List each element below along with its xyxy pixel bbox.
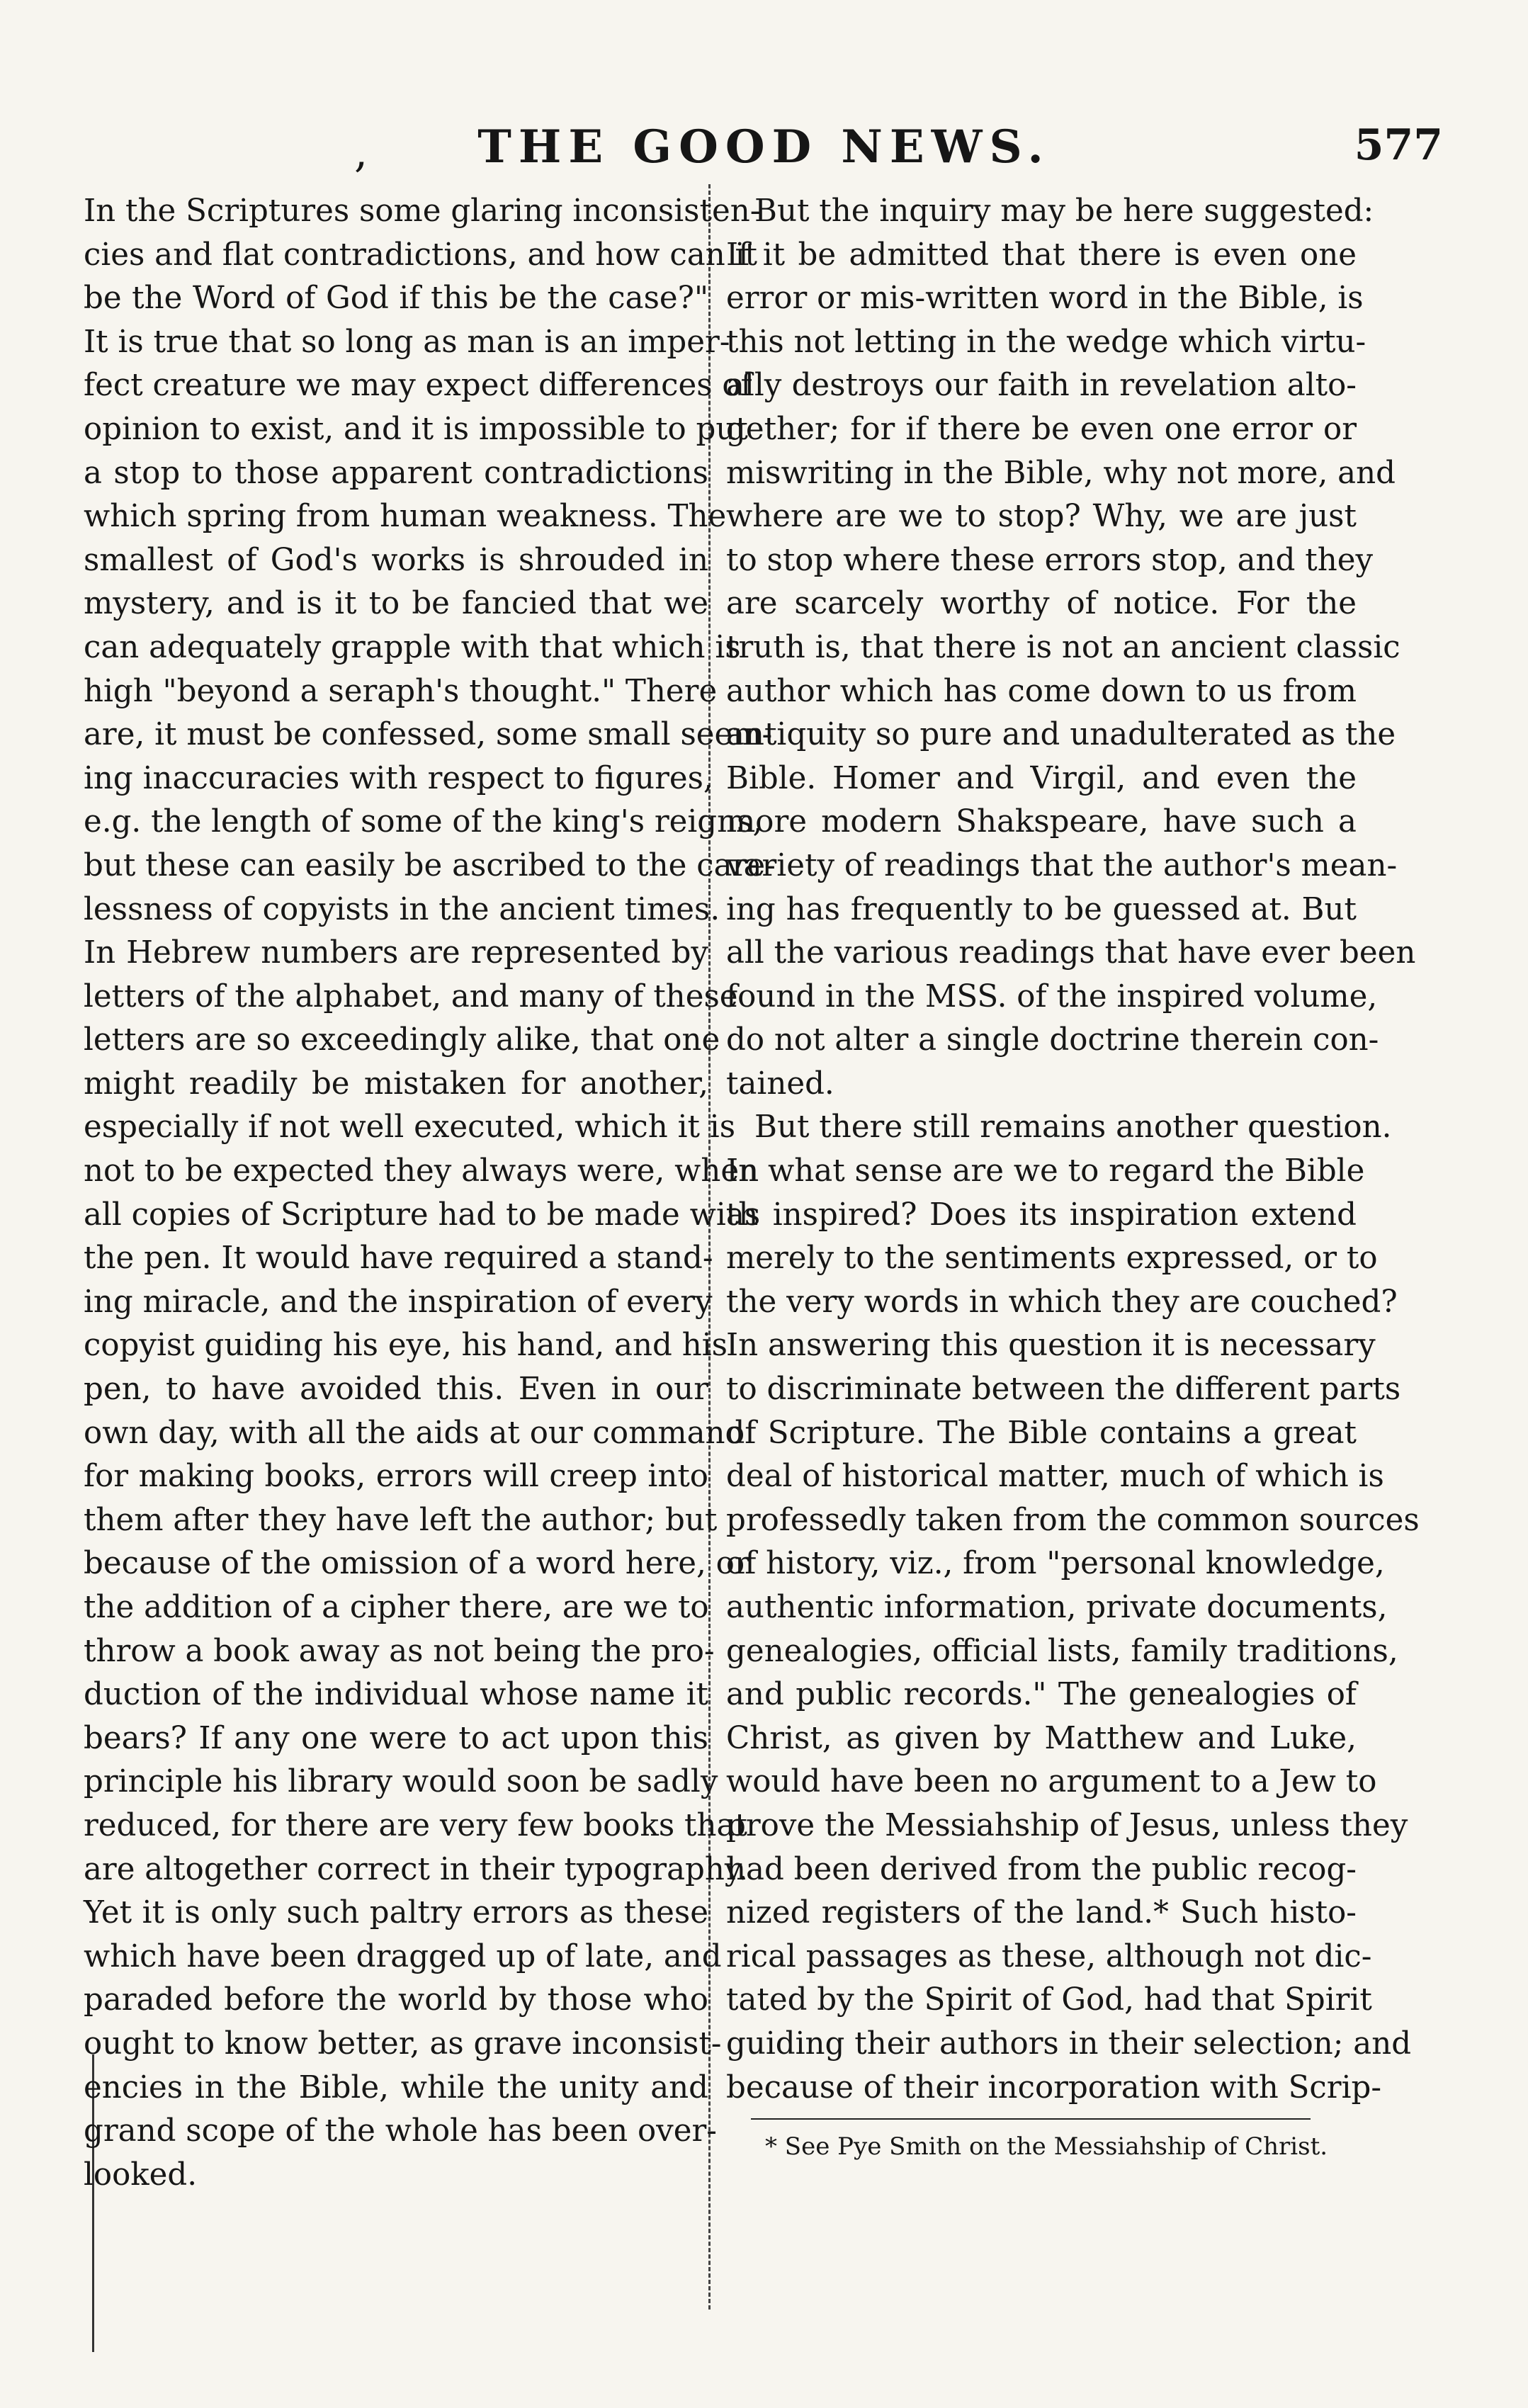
text-line: high "beyond a seraph's thought." There (84, 673, 718, 709)
text-line: guiding their authors in their selection; and (726, 2025, 1412, 2062)
text-line: deal of historical matter, much of which is (726, 1459, 1384, 1495)
running-header (85, 120, 1443, 184)
text-line: ally destroys our faith in revelation alto- (726, 368, 1357, 404)
footnote-rule (751, 2118, 1311, 2120)
text-line: ought to know better, as grave inconsist- (84, 2025, 722, 2062)
text-line: are scarcely worthy of notice. For the (726, 586, 1357, 622)
text-line: would have been no argument to a Jew to (726, 1764, 1377, 1800)
text-line: not to be expected they always were, when (84, 1153, 759, 1189)
left-column (84, 190, 776, 2197)
text-line: and public records." The genealogies of (726, 1677, 1357, 1713)
text-line: merely to the sentiments expressed, or to (726, 1240, 1378, 1277)
footnote: * See Pye Smith on the Messiahship of Christ. (765, 2132, 1328, 2161)
text-line: authentic information, private documents, (726, 1590, 1388, 1625)
text-line: all the various readings that have ever been (726, 935, 1416, 971)
text-line: In Hebrew numbers are represented by (84, 935, 708, 971)
text-line: as inspired? Does its inspiration extend (726, 1197, 1357, 1233)
text-line: looked. (84, 2157, 198, 2193)
text-line: truth is, that there is not an ancient classic (726, 629, 1400, 665)
text-line: But there still remains another question. (754, 1109, 1392, 1146)
text-line: encies in the Bible, while the unity and (84, 2069, 708, 2105)
text-line: this not letting in the wedge which virtu- (726, 324, 1366, 360)
text-line: own day, with all the aids at our command (84, 1415, 745, 1451)
text-line: them after they have left the author; but (84, 1502, 718, 1538)
text-line: If it be admitted that there is even one (726, 237, 1357, 273)
text-line: nized registers of the land.* Such histo- (726, 1895, 1357, 1931)
text-line: which spring from human weakness. The (84, 499, 727, 535)
text-line: pen, to have avoided this. Even in our (84, 1372, 708, 1408)
text-line: the very words in which they are couched? (726, 1284, 1398, 1320)
text-line: throw a book away as not being the pro- (84, 1633, 715, 1669)
text-line: In what sense are we to regard the Bible (726, 1153, 1365, 1189)
text-line: miswriting in the Bible, why not more, and (726, 455, 1396, 491)
header-mark: , (354, 128, 368, 177)
text-line: In answering this question it is necessary (726, 1328, 1376, 1364)
text-line: had been derived from the public recog- (726, 1851, 1357, 1887)
text-line: tated by the Spirit of God, had that Spirit (726, 1982, 1372, 2018)
text-line: the pen. It would have required a stand- (84, 1240, 713, 1277)
text-line: copyist guiding his eye, his hand, and his (84, 1328, 728, 1364)
text-line: especially if not well executed, which it is (84, 1109, 736, 1146)
text-line: Yet it is only such paltry errors as these (84, 1895, 708, 1931)
text-line: because of their incorporation with Scrip- (726, 2069, 1382, 2105)
text-line: of history, viz., from "personal knowledge, (726, 1546, 1385, 1582)
text-line: can adequately grapple with that which is (84, 629, 741, 665)
text-line: rical passages as these, although not dic- (726, 1938, 1372, 1974)
text-line: of Scripture. The Bible contains a great (726, 1415, 1357, 1451)
text-line: ing miracle, and the inspiration of every (84, 1284, 713, 1320)
text-line: do not alter a single doctrine therein con- (726, 1022, 1379, 1058)
text-line: opinion to exist, and it is impossible to put (84, 411, 748, 447)
right-column (726, 190, 1420, 2110)
text-line: letters are so exceedingly alike, that one (84, 1022, 720, 1058)
text-line: might readily be mistaken for another, (84, 1065, 708, 1102)
text-line: error or mis-written word in the Bible, is (726, 281, 1364, 317)
text-line: bears? If any one were to act upon this (84, 1720, 708, 1756)
text-line: to stop where these errors stop, and they (726, 542, 1374, 578)
text-line: professedly taken from the common sources (726, 1502, 1420, 1538)
text-line: e.g. the length of some of the king's reigns, (84, 804, 763, 840)
text-line: are altogether correct in their typography. (84, 1851, 748, 1887)
text-line: for making books, errors will creep into (84, 1459, 708, 1495)
text-line: more modern Shakspeare, have such a (726, 804, 1357, 840)
text-line: fect creature we may expect differences of (84, 368, 752, 404)
text-line: letters of the alphabet, and many of these (84, 978, 738, 1014)
text-line: be the Word of God if this be the case?" (84, 281, 708, 317)
text-line: antiquity so pure and unadulterated as the (726, 717, 1396, 753)
text-line: tained. (726, 1065, 834, 1102)
text-line: principle his library would soon be sadly (84, 1764, 718, 1800)
text-line: found in the MSS. of the inspired volume, (726, 978, 1378, 1014)
text-line: the addition of a cipher there, are we to (84, 1590, 709, 1625)
text-line: are, it must be confessed, some small seem- (84, 717, 773, 753)
text-line: to discriminate between the different parts (726, 1372, 1401, 1408)
text-line: ing has frequently to be guessed at. But (726, 891, 1357, 927)
text-line: Christ, as given by Matthew and Luke, (726, 1720, 1357, 1756)
text-line: mystery, and is it to be fancied that we (84, 586, 708, 622)
text-line: a stop to those apparent contradictions (84, 455, 708, 491)
text-line: ing inaccuracies with respect to figures, (84, 760, 713, 796)
text-line: all copies of Scripture had to be made with (84, 1197, 759, 1233)
text-line: But the inquiry may be here suggested: (754, 193, 1374, 229)
text-line: variety of readings that the author's mean- (726, 847, 1398, 883)
text-line: duction of the individual whose name it (84, 1677, 708, 1713)
text-line: where are we to stop? Why, we are just (726, 499, 1357, 535)
text-line: Bible. Homer and Virgil, and even the (726, 760, 1357, 796)
text-line: cies and flat contradictions, and how can it (84, 237, 757, 273)
text-line: paraded before the world by those who (84, 1982, 708, 2018)
text-line: prove the Messiahship of Jesus, unless they (726, 1807, 1408, 1843)
text-line: In the Scriptures some glaring inconsisten- (84, 193, 761, 229)
text-line: smallest of God's works is shrouded in (84, 542, 708, 578)
text-line: reduced, for there are very few books that (84, 1807, 747, 1843)
page-title: THE GOOD NEWS. (477, 120, 1051, 174)
text-line: It is true that so long as man is an imper- (84, 324, 730, 360)
text-line: because of the omission of a word here, or (84, 1546, 749, 1582)
text-line: lessness of copyists in the ancient times. (84, 891, 720, 927)
text-line: genealogies, official lists, family traditions, (726, 1633, 1398, 1669)
text-line: grand scope of the whole has been over- (84, 2113, 717, 2149)
text-line: which have been dragged up of late, and (84, 1938, 722, 1974)
page-number: 577 (1354, 120, 1443, 170)
text-line: but these can easily be ascribed to the care- (84, 847, 776, 883)
text-line: gether; for if there be even one error or (726, 411, 1357, 447)
text-line: author which has come down to us from (726, 673, 1357, 709)
